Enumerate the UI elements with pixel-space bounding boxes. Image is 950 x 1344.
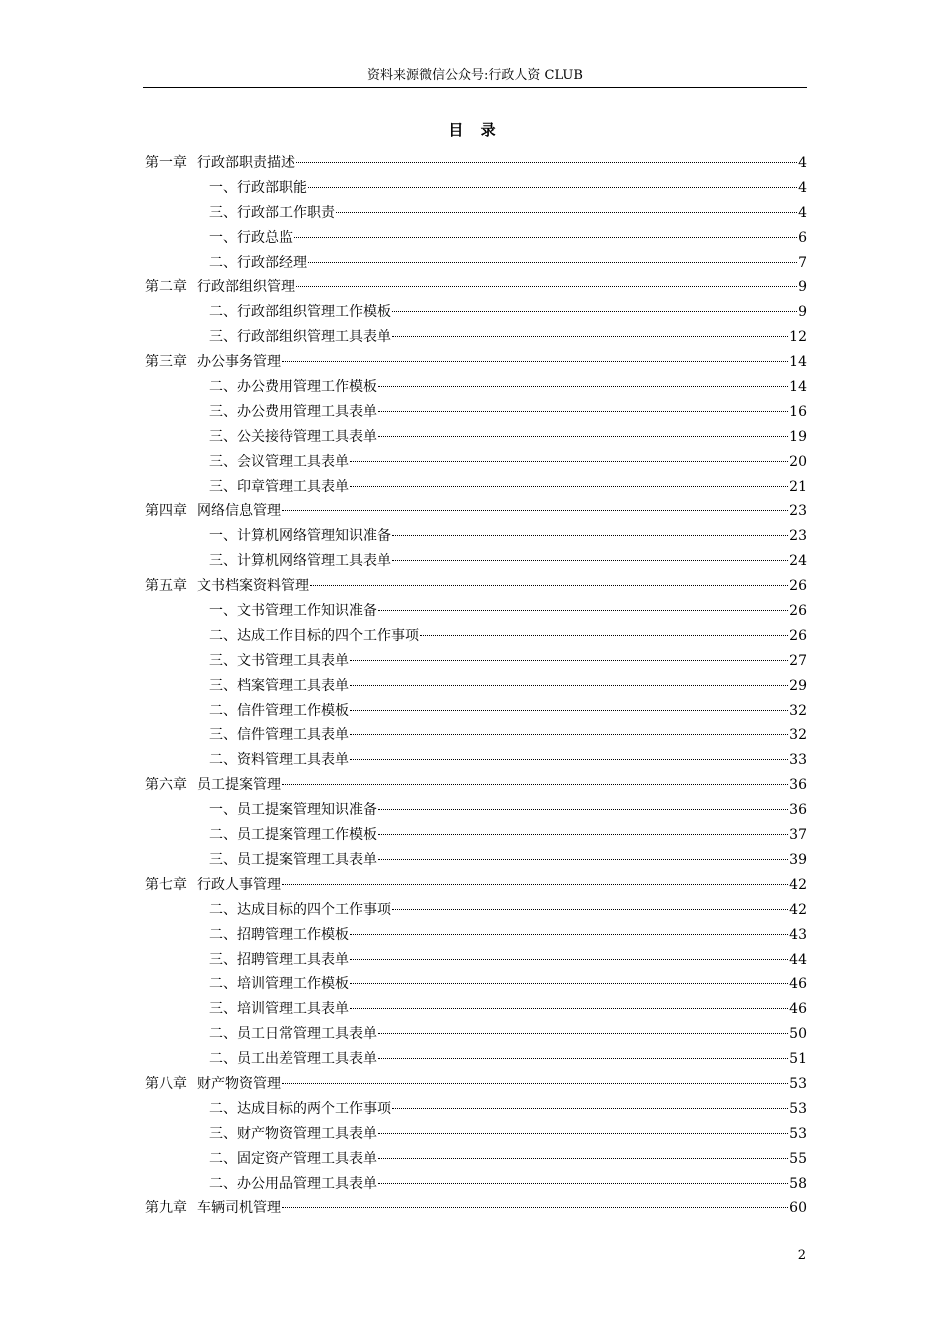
toc-page-number: 9 (798, 279, 807, 296)
toc-page-number: 27 (789, 652, 807, 669)
toc-page-number: 32 (789, 702, 807, 719)
toc-page-number: 12 (789, 329, 807, 346)
toc-section-entry[interactable] (145, 226, 807, 251)
toc-page-number: 53 (789, 1100, 807, 1117)
toc-page-number: 36 (789, 802, 807, 819)
toc-page-number: 20 (789, 453, 807, 470)
toc-page-number: 4 (798, 204, 807, 221)
toc-dot-leader (350, 684, 788, 686)
toc-entry-text: 二、达成工作目标的四个工作事项 (209, 627, 419, 644)
toc-dot-leader (392, 310, 797, 312)
toc-entry-text: 二、资料管理工具表单 (209, 752, 349, 769)
toc-entry-text: 二、达成目标的四个工作事项 (209, 901, 391, 918)
toc-page-number: 42 (789, 876, 807, 893)
toc-section-entry[interactable] (145, 325, 807, 350)
toc-dot-leader (336, 211, 797, 213)
table-of-contents (145, 151, 807, 1221)
toc-entry-text: 三、办公费用管理工具表单 (209, 403, 377, 420)
toc-entry-text: 三、印章管理工具表单 (209, 478, 349, 495)
toc-page-number: 46 (789, 976, 807, 993)
toc-entry-text: 二、行政部经理 (209, 254, 307, 271)
toc-chapter-number: 第四章 (145, 503, 187, 520)
toc-dot-leader (378, 1032, 788, 1034)
toc-chapter-entry[interactable] (145, 151, 807, 176)
toc-page-number: 16 (789, 403, 807, 420)
toc-entry-text: 三、会议管理工具表单 (209, 453, 349, 470)
toc-dot-leader (282, 783, 788, 785)
toc-chapter-entry[interactable] (145, 873, 807, 898)
toc-chapter-number: 第三章 (145, 354, 187, 371)
toc-dot-leader (282, 360, 788, 362)
toc-section-entry[interactable] (145, 251, 807, 276)
toc-section-entry[interactable] (145, 624, 807, 649)
toc-section-entry[interactable] (145, 1172, 807, 1197)
toc-entry-text: 三、档案管理工具表单 (209, 677, 349, 694)
toc-entry-text: 二、信件管理工作模板 (209, 702, 349, 719)
toc-page-number: 19 (789, 428, 807, 445)
toc-section-entry[interactable] (145, 375, 807, 400)
toc-section-entry[interactable] (145, 972, 807, 997)
toc-dot-leader (296, 161, 797, 163)
toc-page-number: 9 (798, 304, 807, 321)
toc-chapter-number: 第一章 (145, 155, 187, 171)
toc-chapter-number: 第六章 (145, 777, 187, 794)
toc-dot-leader (378, 410, 788, 412)
toc-page-number: 32 (789, 727, 807, 744)
toc-page-number: 37 (789, 827, 807, 844)
toc-page-number: 7 (798, 254, 807, 271)
toc-chapter-entry[interactable] (145, 1072, 807, 1097)
toc-entry-text: 三、培训管理工具表单 (209, 1001, 349, 1018)
toc-dot-leader (378, 858, 788, 860)
toc-entry-text: 二、达成目标的两个工作事项 (209, 1100, 391, 1117)
toc-chapter-entry[interactable] (145, 773, 807, 798)
toc-dot-leader (378, 1057, 788, 1059)
toc-page-number: 4 (798, 179, 807, 196)
toc-entry-text: 二、办公用品管理工具表单 (209, 1175, 377, 1192)
toc-page-number: 53 (789, 1125, 807, 1142)
toc-entry-text: 二、培训管理工作模板 (209, 976, 349, 993)
toc-chapter-entry[interactable] (145, 499, 807, 524)
toc-entry-text: 网络信息管理 (197, 503, 281, 520)
toc-entry-text: 文书档案资料管理 (197, 578, 309, 595)
toc-section-entry[interactable] (145, 1122, 807, 1147)
toc-section-entry[interactable] (145, 674, 807, 699)
toc-dot-leader (282, 509, 788, 511)
toc-page-number: 26 (789, 603, 807, 620)
toc-entry-text: 财产物资管理 (197, 1075, 281, 1092)
toc-page-number: 33 (789, 752, 807, 769)
toc-page-number: 14 (789, 379, 807, 396)
toc-page-number: 21 (789, 478, 807, 495)
page-number: 2 (797, 1248, 806, 1263)
toc-chapter-number: 第七章 (145, 876, 187, 893)
toc-entry-text: 行政部职责描述 (197, 155, 295, 171)
toc-chapter-number: 第五章 (145, 578, 187, 595)
toc-entry-text: 行政人事管理 (197, 876, 281, 893)
toc-dot-leader (296, 285, 797, 287)
toc-dot-leader (282, 1206, 788, 1208)
toc-page-number: 29 (789, 677, 807, 694)
toc-chapter-entry[interactable] (145, 574, 807, 599)
toc-section-entry[interactable] (145, 923, 807, 948)
toc-entry-text: 三、计算机网络管理工具表单 (209, 553, 391, 570)
toc-section-entry[interactable] (145, 997, 807, 1022)
toc-entry-text: 三、行政部组织管理工具表单 (209, 329, 391, 346)
toc-entry-text: 三、公关接待管理工具表单 (209, 428, 377, 445)
toc-dot-leader (350, 733, 788, 735)
toc-dot-leader (392, 1107, 788, 1109)
toc-chapter-entry[interactable] (145, 350, 807, 375)
toc-dot-leader (378, 385, 788, 387)
toc-section-entry[interactable] (145, 1047, 807, 1072)
toc-page-number: 24 (789, 553, 807, 570)
toc-entry-text: 三、信件管理工具表单 (209, 727, 349, 744)
toc-page-number: 26 (789, 627, 807, 644)
toc-page-number: 26 (789, 578, 807, 595)
toc-section-entry[interactable] (145, 201, 807, 226)
toc-page-number: 44 (789, 951, 807, 968)
toc-page-number: 6 (798, 229, 807, 246)
toc-page-number: 46 (789, 1001, 807, 1018)
toc-dot-leader (420, 634, 788, 636)
toc-dot-leader (310, 584, 788, 586)
toc-section-entry[interactable] (145, 798, 807, 823)
toc-dot-leader (378, 808, 788, 810)
toc-section-entry[interactable] (145, 748, 807, 773)
toc-page-number: 43 (789, 926, 807, 943)
toc-dot-leader (308, 186, 797, 188)
toc-dot-leader (294, 236, 797, 238)
toc-dot-leader (378, 609, 788, 611)
toc-chapter-number: 第九章 (145, 1200, 187, 1217)
toc-dot-leader (308, 261, 797, 263)
toc-entry-text: 二、员工提案管理工作模板 (209, 827, 377, 844)
toc-section-entry[interactable] (145, 475, 807, 500)
toc-dot-leader (282, 1082, 788, 1084)
toc-chapter-number: 第二章 (145, 279, 187, 296)
toc-section-entry[interactable] (145, 450, 807, 475)
page-header: 资料来源微信公众号:行政人资 CLUB (367, 68, 583, 83)
toc-entry-text: 一、计算机网络管理知识准备 (209, 528, 391, 545)
toc-dot-leader (350, 933, 788, 935)
toc-entry-text: 二、行政部组织管理工作模板 (209, 304, 391, 321)
toc-dot-leader (392, 335, 788, 337)
toc-section-entry[interactable] (145, 723, 807, 748)
toc-section-entry[interactable] (145, 1147, 807, 1172)
toc-dot-leader (392, 908, 788, 910)
toc-entry-text: 三、文书管理工具表单 (209, 652, 349, 669)
toc-page-number: 36 (789, 777, 807, 794)
toc-section-entry[interactable] (145, 823, 807, 848)
toc-section-entry[interactable] (145, 176, 807, 201)
toc-dot-leader (378, 435, 788, 437)
toc-dot-leader (350, 1007, 788, 1009)
toc-dot-leader (378, 1182, 788, 1184)
toc-section-entry[interactable] (145, 400, 807, 425)
toc-dot-leader (378, 833, 788, 835)
toc-entry-text: 三、员工提案管理工具表单 (209, 851, 377, 868)
toc-entry-text: 员工提案管理 (197, 777, 281, 794)
toc-entry-text: 车辆司机管理 (197, 1200, 281, 1217)
toc-dot-leader (350, 958, 788, 960)
toc-section-entry[interactable] (145, 649, 807, 674)
toc-entry-text: 二、办公费用管理工作模板 (209, 379, 377, 396)
toc-dot-leader (350, 982, 788, 984)
toc-page-number: 58 (789, 1175, 807, 1192)
toc-section-entry[interactable] (145, 549, 807, 574)
toc-chapter-entry[interactable] (145, 1196, 807, 1221)
toc-dot-leader (350, 485, 788, 487)
toc-dot-leader (350, 758, 788, 760)
toc-section-entry[interactable] (145, 599, 807, 624)
toc-entry-text: 二、固定资产管理工具表单 (209, 1150, 377, 1167)
toc-dot-leader (350, 659, 788, 661)
toc-entry-text: 一、行政总监 (209, 229, 293, 246)
toc-page-number: 23 (789, 503, 807, 520)
toc-page-number: 53 (789, 1075, 807, 1092)
toc-page-number: 39 (789, 851, 807, 868)
toc-entry-text: 三、行政部工作职责 (209, 204, 335, 221)
toc-dot-leader (378, 1132, 788, 1134)
toc-entry-text: 行政部组织管理 (197, 279, 295, 296)
toc-section-entry[interactable] (145, 1022, 807, 1047)
toc-entry-text: 办公事务管理 (197, 354, 281, 371)
toc-section-entry[interactable] (145, 300, 807, 325)
toc-chapter-entry[interactable] (145, 275, 807, 300)
toc-entry-text: 二、招聘管理工作模板 (209, 926, 349, 943)
toc-dot-leader (378, 1157, 788, 1159)
toc-entry-text: 一、员工提案管理知识准备 (209, 802, 377, 819)
toc-page-number: 4 (798, 155, 807, 171)
toc-section-entry[interactable] (145, 425, 807, 450)
toc-chapter-number: 第八章 (145, 1075, 187, 1092)
toc-section-entry[interactable] (145, 1097, 807, 1122)
header-rule (143, 87, 807, 88)
toc-page-number: 55 (789, 1150, 807, 1167)
toc-dot-leader (350, 460, 788, 462)
toc-dot-leader (392, 559, 788, 561)
toc-page-number: 42 (789, 901, 807, 918)
toc-title: 目 录 (448, 121, 502, 139)
toc-page-number: 23 (789, 528, 807, 545)
toc-page-number: 14 (789, 354, 807, 371)
toc-page-number: 51 (789, 1051, 807, 1068)
toc-entry-text: 三、财产物资管理工具表单 (209, 1125, 377, 1142)
toc-entry-text: 二、员工日常管理工具表单 (209, 1026, 377, 1043)
toc-page-number: 60 (789, 1200, 807, 1217)
toc-section-entry[interactable] (145, 898, 807, 923)
toc-page-number: 50 (789, 1026, 807, 1043)
toc-dot-leader (282, 883, 788, 885)
toc-section-entry[interactable] (145, 948, 807, 973)
toc-section-entry[interactable] (145, 699, 807, 724)
toc-dot-leader (392, 534, 788, 536)
toc-entry-text: 一、行政部职能 (209, 179, 307, 196)
toc-section-entry[interactable] (145, 524, 807, 549)
toc-entry-text: 三、招聘管理工具表单 (209, 951, 349, 968)
toc-section-entry[interactable] (145, 848, 807, 873)
toc-dot-leader (350, 709, 788, 711)
toc-entry-text: 一、文书管理工作知识准备 (209, 603, 377, 620)
toc-entry-text: 二、员工出差管理工具表单 (209, 1051, 377, 1068)
